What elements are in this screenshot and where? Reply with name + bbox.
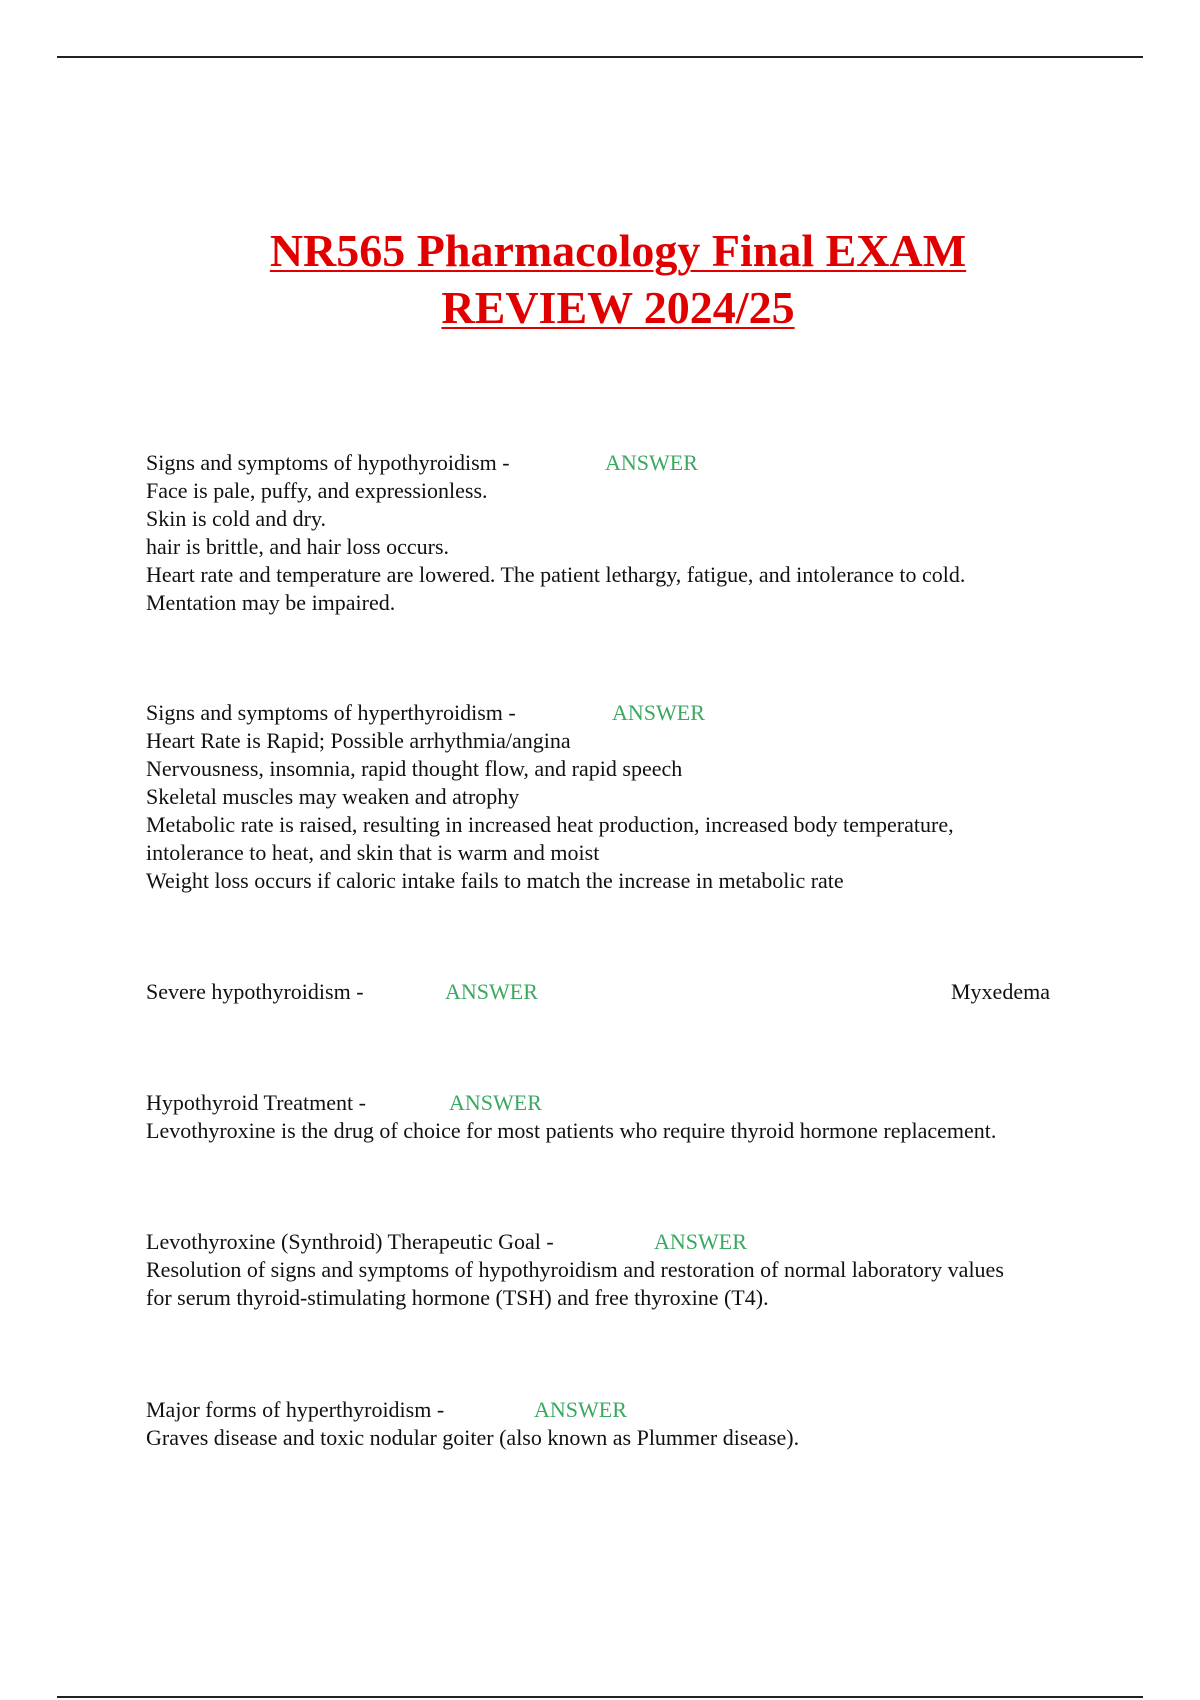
bottom-rule	[57, 1696, 1143, 1698]
top-rule	[57, 56, 1143, 58]
answer-line: Heart Rate is Rapid; Possible arrhythmia/angina	[146, 728, 571, 753]
answer-line: for serum thyroid-stimulating hormone (TSH) and free thyroxine (T4).	[146, 1285, 769, 1310]
question-line	[146, 1396, 1106, 1424]
answer-line: hair is brittle, and hair loss occurs.	[146, 534, 450, 559]
qa-item-hypothyroidism-signs	[146, 449, 1106, 617]
title-line-1: NR565 Pharmacology Final EXAM	[269, 225, 967, 276]
answer-line: Heart rate and temperature are lowered. The patient lethargy, fatigue, and intolerance to cold.	[146, 562, 966, 587]
question-line	[146, 699, 1106, 727]
answer-line: Nervousness, insomnia, rapid thought flow, and rapid speech	[146, 756, 683, 781]
question-line	[146, 1089, 1106, 1117]
inline-answer-text: Myxedema	[951, 979, 1050, 1004]
question-text: Severe hypothyroidism -	[146, 979, 364, 1004]
question-text: Levothyroxine (Synthroid) Therapeutic Goal -	[146, 1229, 554, 1254]
answer-tag: ANSWER	[534, 1397, 627, 1422]
answer-line: Skin is cold and dry.	[146, 506, 327, 531]
qa-item-hypothyroid-treatment	[146, 1089, 1106, 1145]
answer-line: intolerance to heat, and skin that is warm and moist	[146, 840, 600, 865]
page-title	[0, 222, 1200, 336]
answer-line: Weight loss occurs if caloric intake fails to match the increase in metabolic rate	[146, 868, 844, 893]
answer-line: Levothyroxine is the drug of choice for most patients who require thyroid hormone replacement.	[146, 1118, 997, 1143]
answer-tag: ANSWER	[449, 1090, 542, 1115]
answer-line: Metabolic rate is raised, resulting in increased heat production, increased body temperature,	[146, 812, 954, 837]
qa-item-hyperthyroidism-signs	[146, 699, 1106, 895]
answer-tag: ANSWER	[612, 700, 705, 725]
question-line	[146, 1228, 1106, 1256]
question-text: Signs and symptoms of hypothyroidism -	[146, 450, 510, 475]
qa-item-severe-hypothyroidism	[146, 978, 1106, 1006]
qa-item-hyperthyroidism-forms	[146, 1396, 1106, 1452]
answer-tag: ANSWER	[605, 450, 698, 475]
answer-line: Resolution of signs and symptoms of hypothyroidism and restoration of normal laboratory values	[146, 1257, 1004, 1282]
answer-line: Face is pale, puffy, and expressionless.	[146, 478, 488, 503]
answer-line: Mentation may be impaired.	[146, 590, 396, 615]
question-text: Major forms of hyperthyroidism -	[146, 1397, 445, 1422]
answer-tag: ANSWER	[445, 979, 538, 1004]
question-text: Hypothyroid Treatment -	[146, 1090, 366, 1115]
question-line	[146, 978, 1106, 1006]
answer-tag: ANSWER	[654, 1229, 747, 1254]
qa-item-levothyroxine-goal	[146, 1228, 1106, 1312]
answer-line: Graves disease and toxic nodular goiter (also known as Plummer disease).	[146, 1425, 800, 1450]
question-text: Signs and symptoms of hyperthyroidism -	[146, 700, 516, 725]
title-line-2: REVIEW 2024/25	[441, 282, 795, 333]
question-line	[146, 449, 1106, 477]
answer-line: Skeletal muscles may weaken and atrophy	[146, 784, 520, 809]
